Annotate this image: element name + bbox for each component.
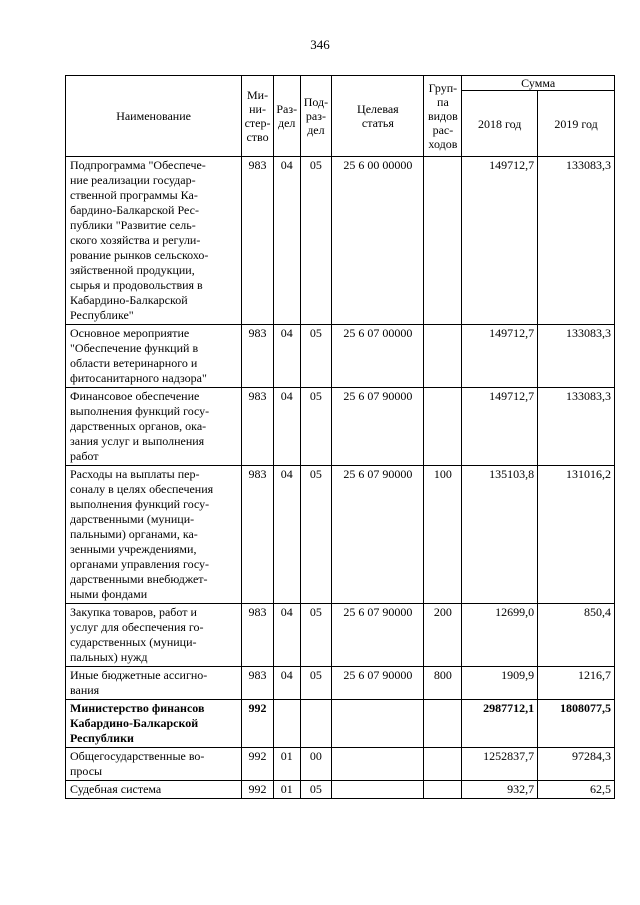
row-section: 04: [273, 667, 300, 700]
row-subsection: 05: [300, 388, 332, 466]
row-sum-2019: 62,5: [538, 781, 615, 799]
row-target: [332, 700, 424, 748]
row-sum-2019: 131016,2: [538, 466, 615, 604]
row-sum-2018: 2987712,1: [462, 700, 538, 748]
header-target: Целевая статья: [332, 76, 424, 157]
row-subsection: 05: [300, 157, 332, 325]
header-group: Груп- па видов рас- ходов: [424, 76, 462, 157]
row-target: 25 6 07 90000: [332, 388, 424, 466]
budget-table: [65, 75, 615, 799]
row-name: Министерство финансов Кабардино-Балкарской Республики: [66, 700, 242, 748]
row-name: Иные бюджетные ассигно- вания: [66, 667, 242, 700]
row-section: 04: [273, 157, 300, 325]
row-target: 25 6 07 90000: [332, 604, 424, 667]
row-sum-2018: 12699,0: [462, 604, 538, 667]
row-ministry: 983: [242, 157, 274, 325]
table-row: [66, 388, 615, 466]
row-section: 04: [273, 325, 300, 388]
row-section: 01: [273, 781, 300, 799]
row-sum-2019: 133083,3: [538, 157, 615, 325]
row-name: Подпрограмма "Обеспече- ние реализации государ- ственной программы Ка- бардино-Балкарской Рес- публики "Развитие сель- ского хозяйства и регули- рование рынков сельскохо- зяйственной продукции, сырья и продовольствия в Кабардино-Балкарской Республике": [66, 157, 242, 325]
row-group: [424, 781, 462, 799]
row-name: Расходы на выплаты пер- соналу в целях обеспечения выполнения функций госу- дарственными (муници- пальными) органами, ка- зенными учреждениями, органами управления госу- дарственными внебюджет- ными фондами: [66, 466, 242, 604]
header-2019: 2019 год: [538, 91, 615, 157]
row-name: Общегосударственные во- просы: [66, 748, 242, 781]
table-row: [66, 748, 615, 781]
table-row: [66, 466, 615, 604]
page-number: 346: [310, 37, 330, 52]
row-target: 25 6 00 00000: [332, 157, 424, 325]
row-sum-2019: 133083,3: [538, 388, 615, 466]
row-group: [424, 388, 462, 466]
row-sum-2018: 149712,7: [462, 325, 538, 388]
table-row: [66, 781, 615, 799]
row-section: [273, 700, 300, 748]
row-sum-2018: 1252837,7: [462, 748, 538, 781]
table-row: [66, 157, 615, 325]
table-row: [66, 700, 615, 748]
row-subsection: 05: [300, 781, 332, 799]
row-name: Закупка товаров, работ и услуг для обеспечения го- сударственных (муници- пальных) нужд: [66, 604, 242, 667]
row-group: [424, 748, 462, 781]
row-subsection: 00: [300, 748, 332, 781]
row-sum-2019: 133083,3: [538, 325, 615, 388]
table-row: [66, 325, 615, 388]
row-section: 04: [273, 466, 300, 604]
row-sum-2019: 1216,7: [538, 667, 615, 700]
row-subsection: 05: [300, 466, 332, 604]
header-name: Наименование: [66, 76, 242, 157]
header-section: Раз- дел: [273, 76, 300, 157]
row-target: 25 6 07 90000: [332, 466, 424, 604]
row-ministry: 992: [242, 700, 274, 748]
row-subsection: 05: [300, 604, 332, 667]
row-subsection: [300, 700, 332, 748]
row-target: 25 6 07 90000: [332, 667, 424, 700]
row-target: [332, 748, 424, 781]
row-subsection: 05: [300, 325, 332, 388]
row-name: Судебная система: [66, 781, 242, 799]
header-2018: 2018 год: [462, 91, 538, 157]
row-group: 100: [424, 466, 462, 604]
row-sum-2018: 135103,8: [462, 466, 538, 604]
row-section: 04: [273, 604, 300, 667]
table-row: [66, 604, 615, 667]
row-section: 04: [273, 388, 300, 466]
row-group: 200: [424, 604, 462, 667]
row-sum-2018: 932,7: [462, 781, 538, 799]
header-ministry: Ми- ни- стер- ство: [242, 76, 274, 157]
row-group: 800: [424, 667, 462, 700]
row-sum-2019: 1808077,5: [538, 700, 615, 748]
row-name: Основное мероприятие "Обеспечение функций в области ветеринарного и фитосанитарного надзора": [66, 325, 242, 388]
row-target: [332, 781, 424, 799]
row-ministry: 992: [242, 781, 274, 799]
row-ministry: 983: [242, 466, 274, 604]
header-sum: Сумма: [462, 76, 615, 91]
row-group: [424, 700, 462, 748]
row-ministry: 992: [242, 748, 274, 781]
row-ministry: 983: [242, 325, 274, 388]
row-target: 25 6 07 00000: [332, 325, 424, 388]
row-sum-2018: 1909,9: [462, 667, 538, 700]
row-sum-2019: 97284,3: [538, 748, 615, 781]
row-sum-2019: 850,4: [538, 604, 615, 667]
row-sum-2018: 149712,7: [462, 157, 538, 325]
header-subsection: Под- раз- дел: [300, 76, 332, 157]
row-subsection: 05: [300, 667, 332, 700]
row-ministry: 983: [242, 604, 274, 667]
row-ministry: 983: [242, 388, 274, 466]
row-name: Финансовое обеспечение выполнения функций госу- дарственных органов, ока- зания услуг и выполнения работ: [66, 388, 242, 466]
table-row: [66, 667, 615, 700]
row-ministry: 983: [242, 667, 274, 700]
row-group: [424, 325, 462, 388]
row-sum-2018: 149712,7: [462, 388, 538, 466]
row-section: 01: [273, 748, 300, 781]
row-group: [424, 157, 462, 325]
